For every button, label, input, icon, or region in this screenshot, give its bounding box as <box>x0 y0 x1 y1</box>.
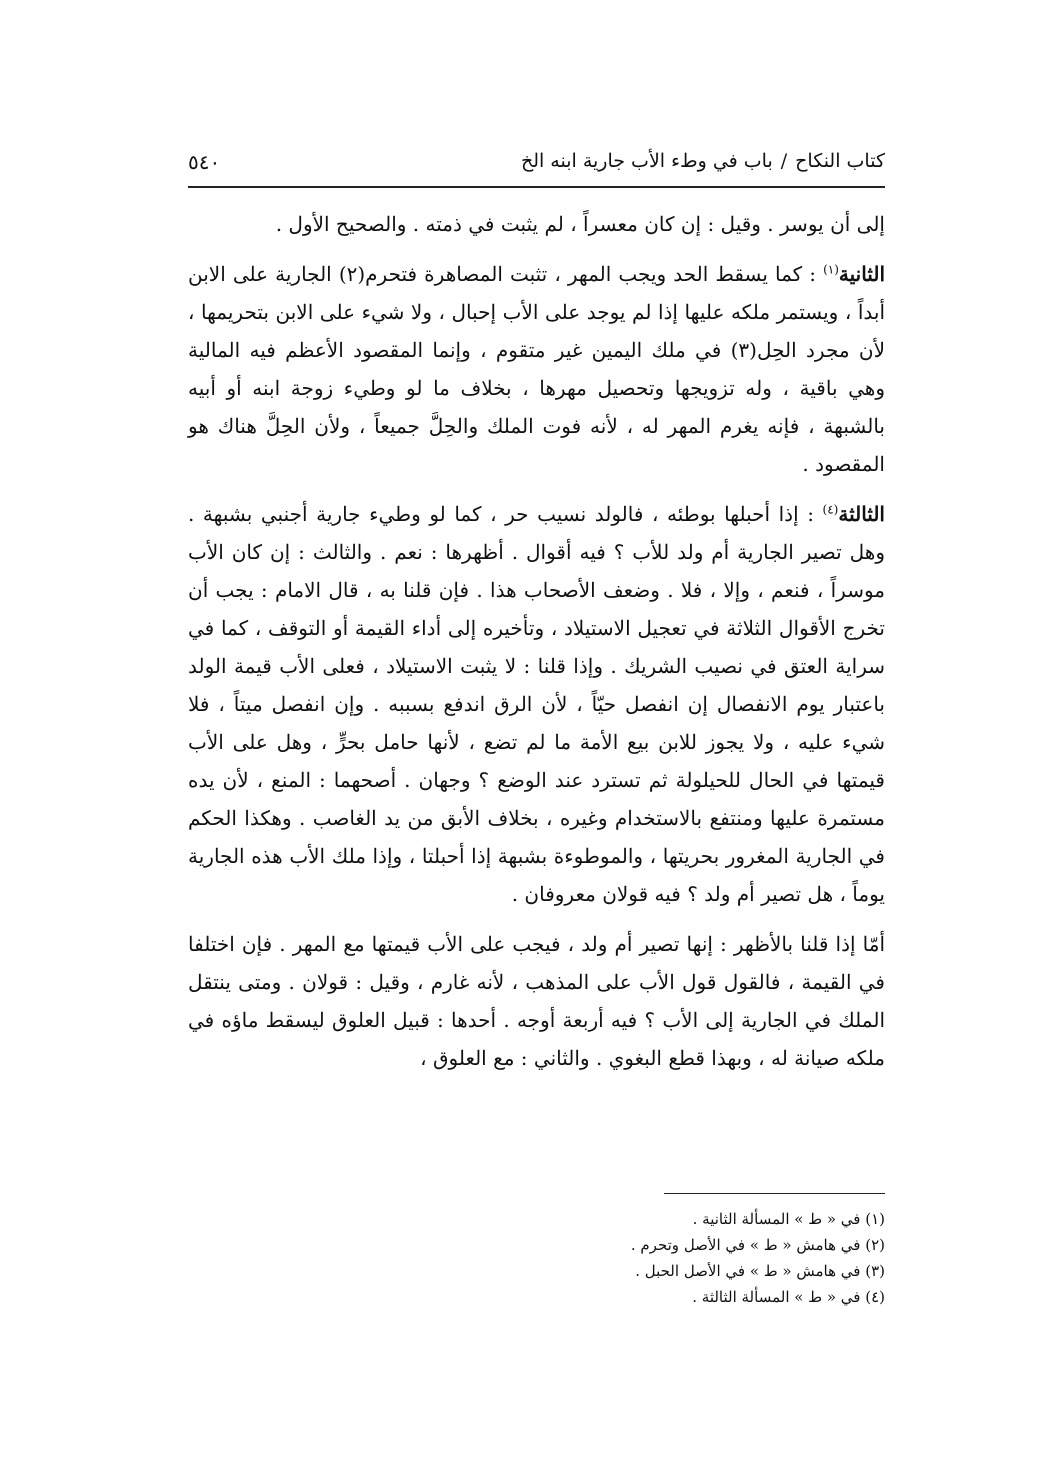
paragraph-3 <box>188 495 885 913</box>
paragraph-1 <box>188 205 885 243</box>
paragraph-2 <box>188 255 885 483</box>
header-title <box>521 150 885 172</box>
header-book: كتاب النكاح <box>795 150 885 172</box>
running-header <box>188 150 885 180</box>
footnote-1: (١) في « ط » المسألة الثانية . <box>692 1210 885 1228</box>
paragraph-lead: الثانية <box>838 262 885 286</box>
footnote-ref: (٤) <box>822 502 839 517</box>
paragraph-4 <box>188 925 885 1077</box>
footnote-rule <box>664 1193 885 1194</box>
paragraph-text: إلى أن يوسر . وقيل : إن كان معسراً ، لم يثبت في ذمته . والصحيح الأول . <box>275 212 885 236</box>
footnote-2: (٢) في هامش « ط » في الأصل وتحرم . <box>630 1236 885 1254</box>
footnote-4: (٤) في « ط » المسألة الثالثة . <box>692 1288 885 1306</box>
paragraph-text: : كما يسقط الحد ويجب المهر ، تثبت المصاهرة فتحرم(٢) الجارية على الابن أبداً ، ويستمر ملكه عليها إذا لم يوجد على الأب إحبال ، ولا شيء على الابن بتحريمها ، لأن مجرد الحِل(٣) في ملك اليمين غير متقوم ، وإنما المقصود الأعظم فيه المالية وهي باقية ، وله تزويجها وتحصيل مهرها ، بخلاف ما لو وطيء زوجة ابنه أو أبيه بالشبهة ، فإنه يغرم المهر له ، لأنه فوت الملك والحِلَّ جميعاً ، ولأن الحِلَّ هناك هو المقصود . <box>188 262 885 476</box>
page-number: ٥٤٠ <box>188 150 221 174</box>
footnote-3: (٣) في هامش « ط » في الأصل الحبل . <box>635 1262 885 1280</box>
paragraph-lead: الثالثة <box>838 502 885 526</box>
header-rule <box>188 186 885 188</box>
main-text <box>188 205 885 1077</box>
header-chapter: باب في وطء الأب جارية ابنه الخ <box>520 150 773 172</box>
footnotes <box>520 1206 885 1310</box>
paragraph-text: : إذا أحبلها بوطئه ، فالولد نسيب حر ، كما لو وطيء جارية أجنبي بشبهة . وهل تصير الجارية أم ولد للأب ؟ فيه أقوال . أظهرها : نعم . والثالث : إن كان الأب موسراً ، فنعم ، وإلا ، فلا . وضعف الأصحاب هذا . فإن قلنا به ، قال الامام : يجب أن تخرج الأقوال الثلاثة في تعجيل الاستيلاد ، وتأخيره إلى أداء القيمة أو التوقف ، كما في سراية العتق في نصيب الشريك . وإذا قلنا : لا يثبت الاستيلاد ، فعلى الأب قيمة الولد باعتبار يوم الانفصال إن انفصل حيّاً ، لأن الرق اندفع بسببه . وإن انفصل ميتاً ، فلا شيء عليه ، ولا يجوز للابن بيع الأمة ما لم تضع ، لأنها حامل بحرٍّ ، وهل على الأب قيمتها في الحال للحيلولة ثم تسترد عند الوضع ؟ وجهان . أصحهما : المنع ، لأن يده مستمرة عليها ومنتفع بالاستخدام وغيره ، بخلاف الأبق من يد الغاصب . وهكذا الحكم في الجارية المغرور بحريتها ، والموطوءة بشبهة إذا أحبلتا ، وإذا ملك الأب هذه الجارية يوماً ، هل تصير أم ولد ؟ فيه قولان معروفان . <box>188 502 885 906</box>
footnote-ref: (١) <box>823 262 839 277</box>
header-separator: / <box>780 150 788 172</box>
paragraph-text: أمّا إذا قلنا بالأظهر : إنها تصير أم ولد ، فيجب على الأب قيمتها مع المهر . فإن اختلفا في القيمة ، فالقول قول الأب على المذهب ، لأنه غارم ، وقيل : قولان . ومتى ينتقل الملك في الجارية إلى الأب ؟ فيه أربعة أوجه . أحدها : قبيل العلوق ليسقط ماؤه في ملكه صيانة له ، وبهذا قطع البغوي . والثاني : مع العلوق ، <box>188 932 886 1070</box>
